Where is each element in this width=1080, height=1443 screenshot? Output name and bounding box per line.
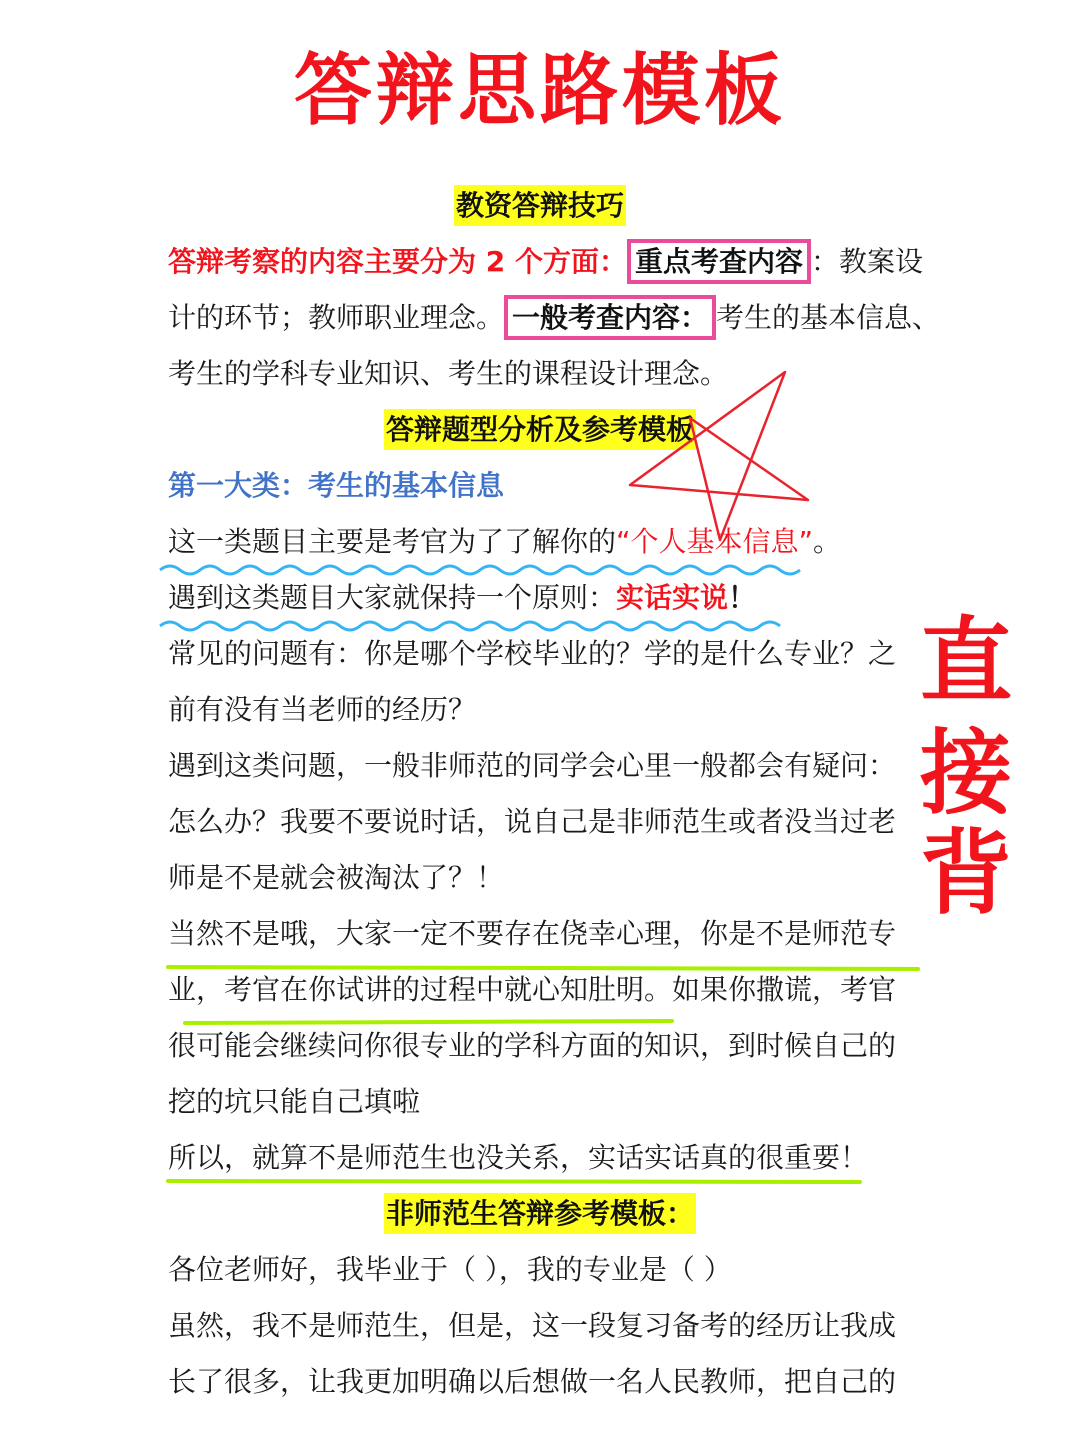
green-underline: [185, 1021, 672, 1023]
wavy-underline: [160, 566, 800, 574]
para1-line3: 考生的学科专业知识、考生的课程设计理念。: [168, 357, 729, 390]
body-line: 常见的问题有：你是哪个学校毕业的？学的是什么专业？之: [168, 637, 897, 670]
green-underline: [168, 1181, 860, 1182]
body-line: 所以，就算不是师范生也没关系，实话实话真的很重要！: [168, 1141, 869, 1174]
page-title: 答辩思路模板: [293, 46, 786, 136]
principle-end: ！: [728, 581, 757, 614]
key-content-label: 重点考查内容: [627, 239, 811, 284]
body-line: 怎么办？我要不要说时话，说自己是非师范生或者没当过老: [168, 805, 897, 838]
side-note-char: 背: [920, 819, 1013, 927]
key-content-text: ：教案设: [811, 245, 924, 278]
side-note-char: 接: [920, 719, 1013, 827]
body-line: 很可能会继续问你很专业的学科方面的知识，到时候自己的: [168, 1029, 897, 1062]
body-line: 当然不是哦，大家一定不要存在侥幸心理，你是不是师范专: [168, 917, 897, 950]
general-content-text: 考生的基本信息、: [716, 301, 941, 334]
template-line: 各位老师好，我毕业于（ ），我的专业是（ ）: [168, 1253, 732, 1286]
body-line: 业，考官在你试讲的过程中就心知肚明。如果你撒谎，考官: [168, 973, 897, 1006]
body-line: 挖的坑只能自己填啦: [168, 1085, 421, 1118]
info-line-end: 。: [813, 525, 842, 558]
green-underline: [168, 967, 918, 969]
para1-line2-text: 计的环节；教师职业理念。: [168, 301, 505, 334]
principle-text: 遇到这类题目大家就保持一个原则：: [168, 581, 617, 614]
principle-emphasis: 实话实说: [616, 581, 729, 614]
heading-question-types-text: 答辩题型分析及参考模板: [384, 409, 696, 450]
heading-template-text: 非师范生答辩参考模板：: [384, 1193, 696, 1234]
star-doodle-icon: [630, 372, 808, 540]
body-line: 前有没有当老师的经历？: [168, 693, 477, 726]
body-line: 遇到这类问题，一般非师范的同学会心里一般都会有疑问：: [168, 749, 897, 782]
heading-defense-tips-text: 教资答辩技巧: [454, 185, 626, 226]
info-line-quoted: “个人基本信息”: [616, 525, 814, 558]
template-line: 虽然，我不是师范生，但是，这一段复习备考的经历让我成: [168, 1309, 897, 1342]
template-line: 长了很多，让我更加明确以后想做一名人民教师，把自己的: [168, 1365, 897, 1398]
general-content-label: 一般考查内容：: [504, 295, 716, 340]
para1-intro: 答辩考察的内容主要分为 2 个方面：: [168, 245, 627, 278]
category-heading: 第一大类：考生的基本信息: [168, 469, 505, 502]
info-line-text: 这一类题目主要是考官为了了解你的: [168, 525, 617, 558]
wavy-underline: [160, 622, 780, 630]
body-line: 师是不是就会被淘汰了？！: [168, 861, 505, 894]
side-note-char: 直: [920, 607, 1013, 715]
